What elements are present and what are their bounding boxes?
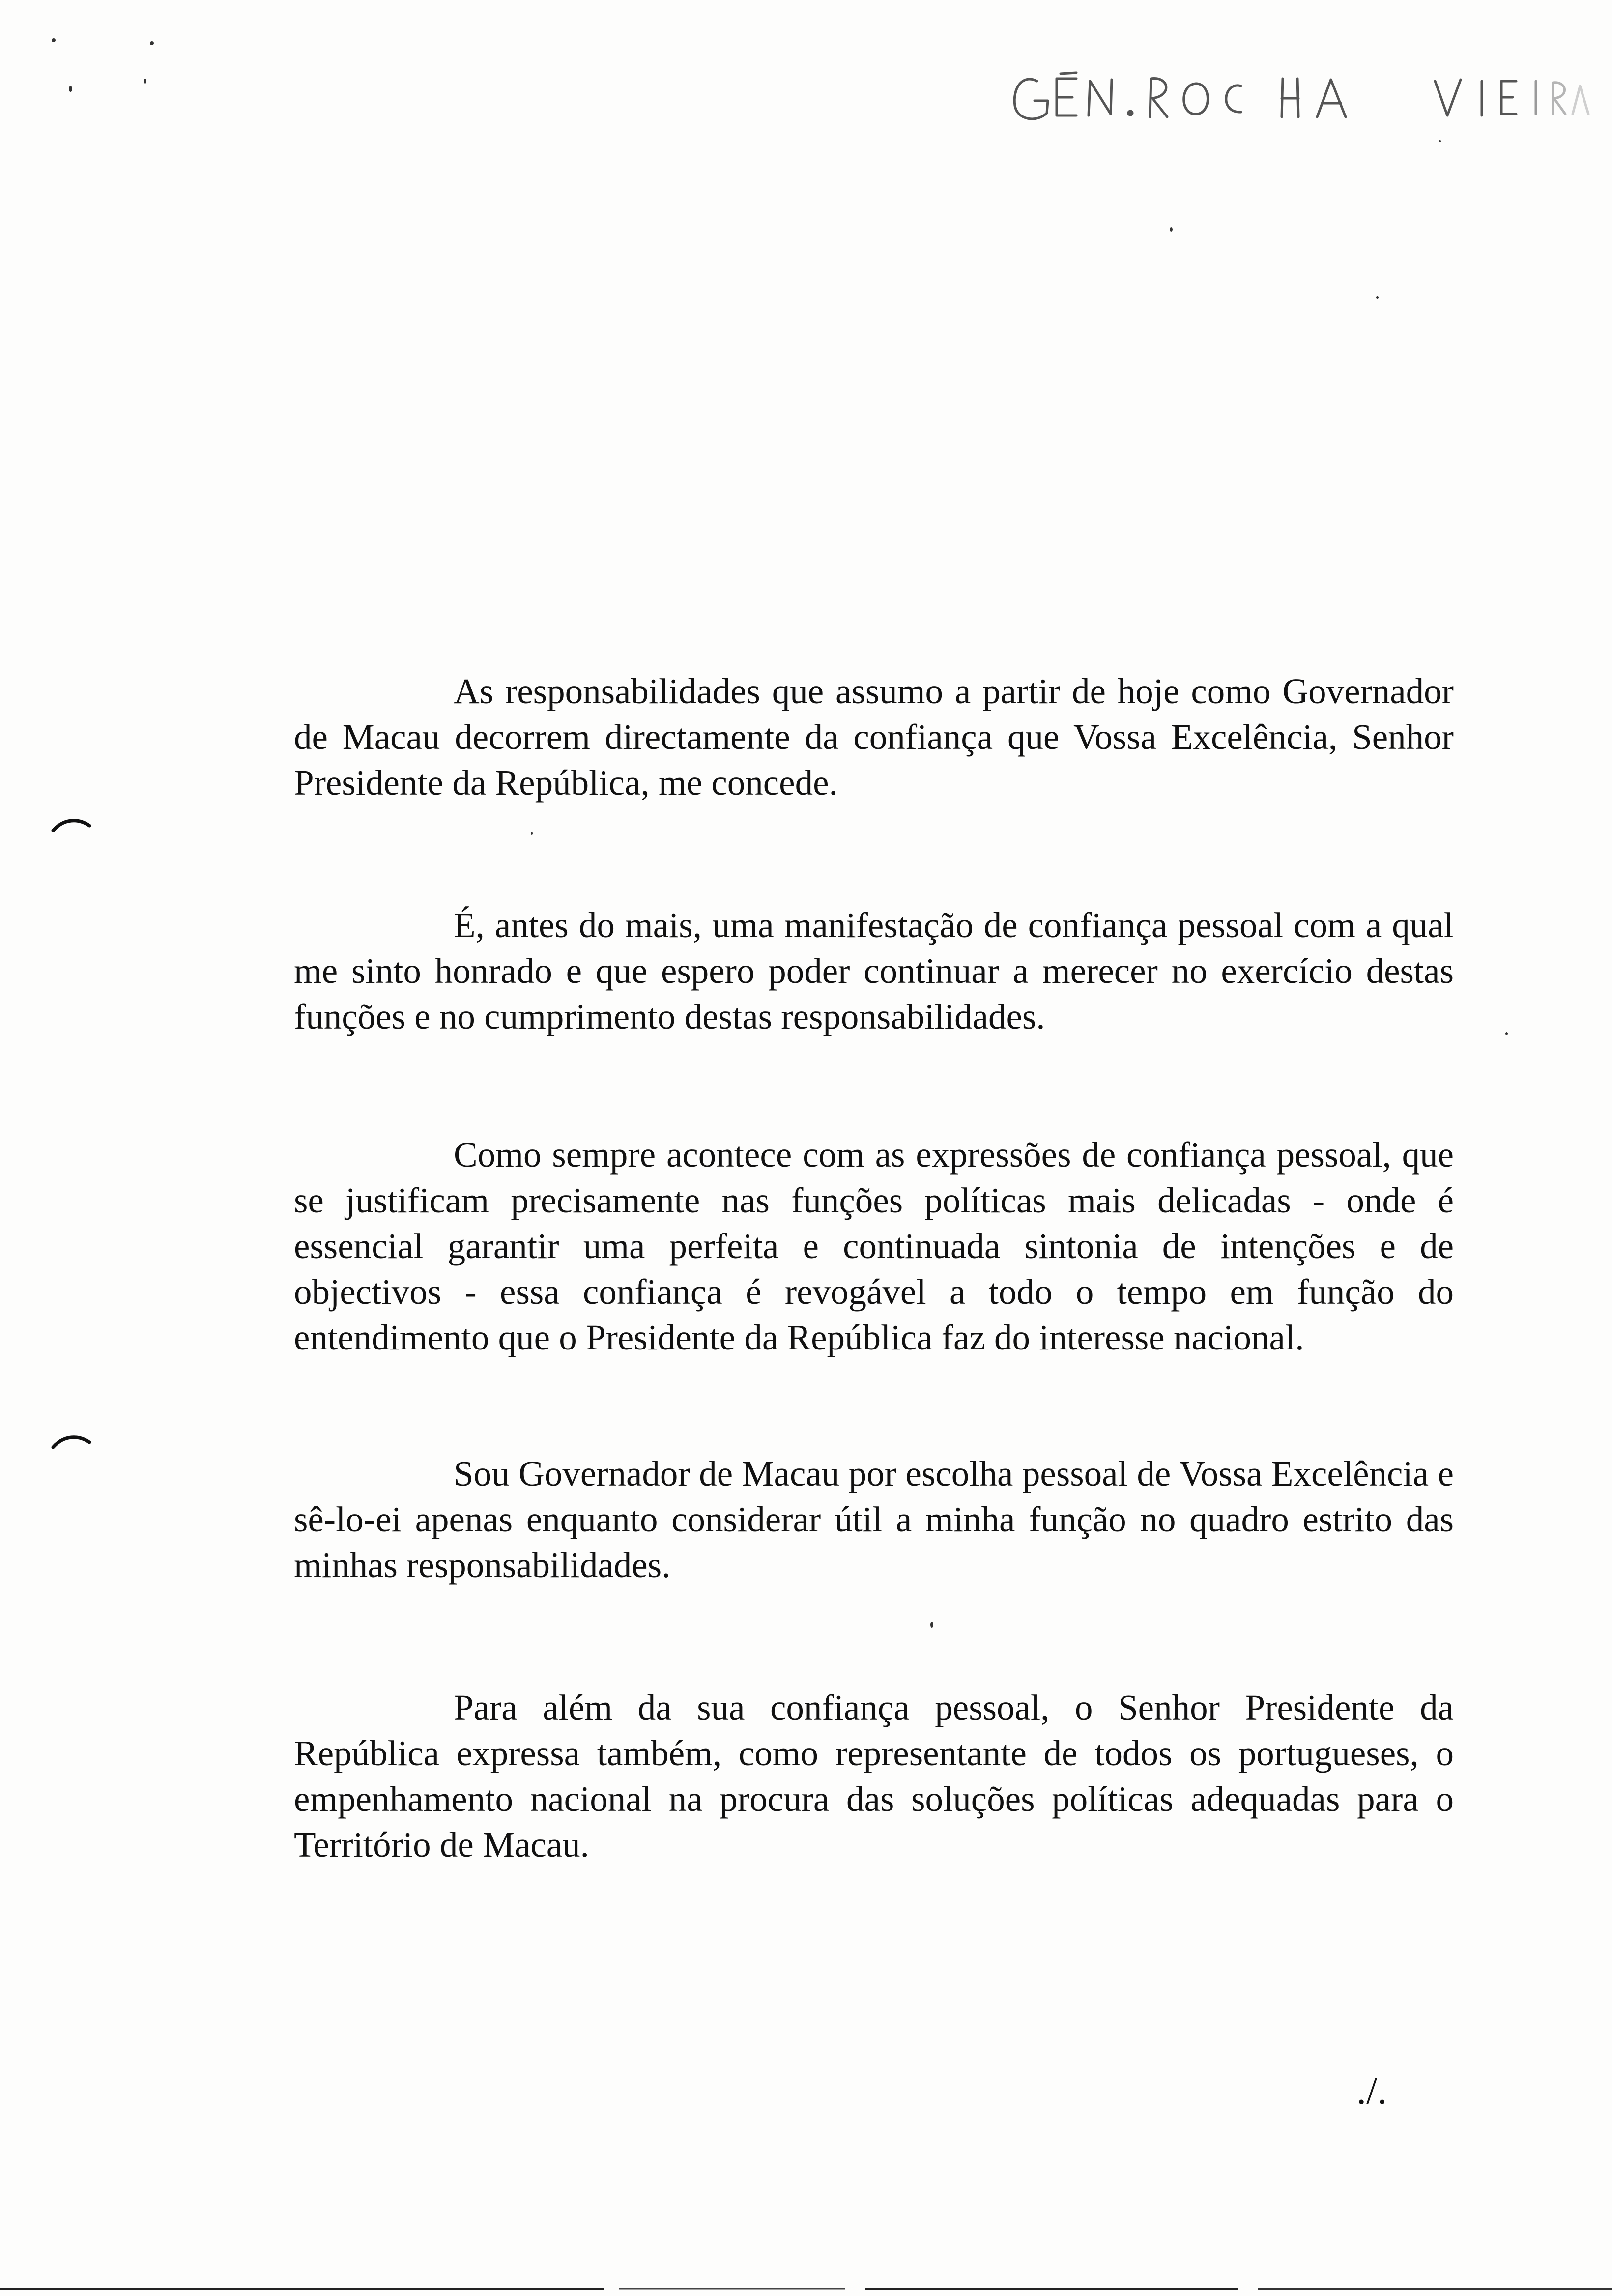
bottom-scan-line [0, 2288, 1612, 2290]
paragraph-4: Sou Governador de Macau por escolha pessoal de Vossa Excelência e sê-lo-ei apenas enquanto considerar útil a minha função no quadro estrito das minhas responsabilidades. [294, 1454, 1454, 1585]
scan-speck [531, 832, 533, 835]
handwritten-annotation-drawing [1003, 59, 1592, 133]
scan-speck [150, 41, 154, 45]
scan-speck [1170, 227, 1173, 232]
scan-speck [930, 1622, 933, 1628]
paragraph-1: As responsabilidades que assumo a partir de hoje como Governador de Macau decorrem directamente da confiança que Vossa Excelência, Senhor Presidente da República, me concede. [294, 671, 1454, 803]
scan-speck [1376, 296, 1379, 299]
handwritten-annotation [1003, 59, 1592, 133]
paragraph-5: Para além da sua confiança pessoal, o Senhor Presidente da República expressa também, como representante de todos os portugueses, o empenhamento nacional na procura das soluções políticas adequadas para o Território de Macau. [294, 1688, 1454, 1865]
scan-speck [69, 86, 72, 92]
margin-arc-mark [49, 811, 93, 840]
margin-arc-mark [49, 1428, 93, 1457]
scan-speck [52, 38, 56, 42]
continuation-mark: ./. [1356, 2069, 1387, 2113]
paragraph-2: É, antes do mais, uma manifestação de confiança pessoal com a qual me sinto honrado e que espero poder continuar a merecer no exercício destas funções e no cumprimento destas responsabilidades. [294, 905, 1454, 1036]
scan-speck [1505, 1032, 1508, 1035]
paragraph-3: Como sempre acontece com as expressões de confiança pessoal, que se justificam precisamente nas funções políticas mais delicadas - onde é essencial garantir uma perfeita e continuada sintonia de intenções e de objectivos - essa confiança é revogável a todo o tempo em função do entendimento que o Presidente da República faz do interesse nacional. [294, 1135, 1454, 1357]
scan-speck [1439, 140, 1441, 142]
scan-speck [144, 79, 146, 84]
